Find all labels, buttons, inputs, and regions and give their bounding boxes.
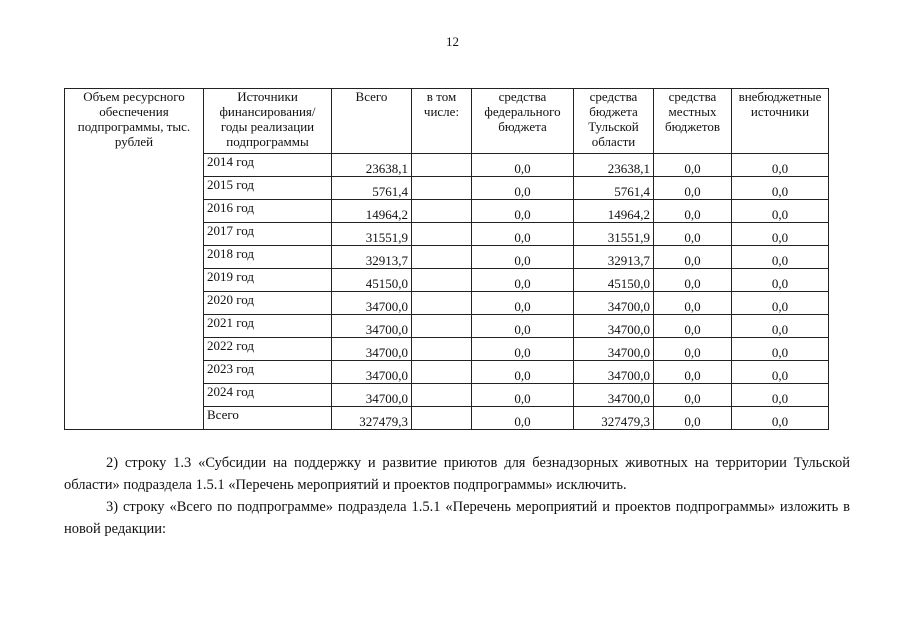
- regional-cell: 5761,4: [574, 177, 654, 200]
- total-cell: 14964,2: [332, 200, 412, 223]
- year-cell: 2014 год: [204, 154, 332, 177]
- federal-cell: 0,0: [472, 200, 574, 223]
- regional-cell: 34700,0: [574, 384, 654, 407]
- federal-cell: 0,0: [472, 154, 574, 177]
- paragraph-item-3: 3) строку «Всего по подпрограмме» подраздела 1.5.1 «Перечень мероприятий и проектов подпрограммы» изложить в новой редакции:: [64, 499, 850, 537]
- total-cell: 34700,0: [332, 292, 412, 315]
- total-cell: 34700,0: [332, 384, 412, 407]
- federal-cell: 0,0: [472, 246, 574, 269]
- year-cell: 2024 год: [204, 384, 332, 407]
- extra-cell: 0,0: [732, 384, 829, 407]
- extra-cell: 0,0: [732, 246, 829, 269]
- year-cell: 2018 год: [204, 246, 332, 269]
- extra-cell: 0,0: [732, 338, 829, 361]
- federal-cell: 0,0: [472, 315, 574, 338]
- empty-cell: [412, 200, 472, 223]
- header-resource-volume: Объем ресурсного обеспечения подпрограммы, тыс. рублей: [65, 89, 204, 430]
- year-cell: 2017 год: [204, 223, 332, 246]
- total-cell: 34700,0: [332, 338, 412, 361]
- federal-cell: 0,0: [472, 338, 574, 361]
- empty-cell: [412, 315, 472, 338]
- empty-cell: [412, 223, 472, 246]
- extra-cell: 0,0: [732, 154, 829, 177]
- regional-cell: 34700,0: [574, 292, 654, 315]
- local-cell: 0,0: [654, 361, 732, 384]
- regional-cell: 31551,9: [574, 223, 654, 246]
- federal-cell: 0,0: [472, 223, 574, 246]
- extra-cell: 0,0: [732, 292, 829, 315]
- extra-cell: 0,0: [732, 177, 829, 200]
- total-cell: 31551,9: [332, 223, 412, 246]
- total-cell: 5761,4: [332, 177, 412, 200]
- header-total: Всего: [332, 89, 412, 154]
- local-cell: 0,0: [654, 246, 732, 269]
- total-cell: 34700,0: [332, 315, 412, 338]
- empty-cell: [412, 269, 472, 292]
- federal-cell: 0,0: [472, 292, 574, 315]
- table-header-row: [65, 89, 829, 154]
- extra-cell: 0,0: [732, 361, 829, 384]
- year-cell: Всего: [204, 407, 332, 430]
- funding-table: [64, 88, 829, 430]
- year-cell: 2016 год: [204, 200, 332, 223]
- year-cell: 2023 год: [204, 361, 332, 384]
- empty-cell: [412, 292, 472, 315]
- local-cell: 0,0: [654, 177, 732, 200]
- federal-cell: 0,0: [472, 384, 574, 407]
- empty-cell: [412, 361, 472, 384]
- regional-cell: 45150,0: [574, 269, 654, 292]
- extra-cell: 0,0: [732, 223, 829, 246]
- regional-cell: 34700,0: [574, 361, 654, 384]
- local-cell: 0,0: [654, 338, 732, 361]
- extra-cell: 0,0: [732, 315, 829, 338]
- federal-cell: 0,0: [472, 407, 574, 430]
- empty-cell: [412, 384, 472, 407]
- year-cell: 2015 год: [204, 177, 332, 200]
- local-cell: 0,0: [654, 269, 732, 292]
- local-cell: 0,0: [654, 154, 732, 177]
- federal-cell: 0,0: [472, 177, 574, 200]
- extra-cell: 0,0: [732, 269, 829, 292]
- total-cell: 23638,1: [332, 154, 412, 177]
- regional-cell: 23638,1: [574, 154, 654, 177]
- extra-cell: 0,0: [732, 200, 829, 223]
- year-cell: 2022 год: [204, 338, 332, 361]
- empty-cell: [412, 154, 472, 177]
- total-cell: 32913,7: [332, 246, 412, 269]
- header-sources: Источники финансирования/ годы реализации подпрограммы: [204, 89, 332, 154]
- regional-cell: 32913,7: [574, 246, 654, 269]
- header-regional: средства бюджета Тульской области: [574, 89, 654, 154]
- local-cell: 0,0: [654, 200, 732, 223]
- total-cell: 34700,0: [332, 361, 412, 384]
- federal-cell: 0,0: [472, 361, 574, 384]
- total-cell: 327479,3: [332, 407, 412, 430]
- regional-cell: 34700,0: [574, 315, 654, 338]
- empty-cell: [412, 246, 472, 269]
- local-cell: 0,0: [654, 384, 732, 407]
- year-cell: 2021 год: [204, 315, 332, 338]
- page-number: 12: [446, 34, 459, 49]
- header-extra: внебюджетные источники: [732, 89, 829, 154]
- local-cell: 0,0: [654, 223, 732, 246]
- empty-cell: [412, 177, 472, 200]
- header-federal: средства федерального бюджета: [472, 89, 574, 154]
- regional-cell: 14964,2: [574, 200, 654, 223]
- total-cell: 45150,0: [332, 269, 412, 292]
- paragraph-item-2: 2) строку 1.3 «Субсидии на поддержку и развитие приютов для безнадзорных животных на территории Тульской области» подраздела 1.5.1 «Перечень мероприятий и проектов подпрограммы» исключить.: [64, 455, 850, 493]
- local-cell: 0,0: [654, 292, 732, 315]
- local-cell: 0,0: [654, 315, 732, 338]
- year-cell: 2019 год: [204, 269, 332, 292]
- extra-cell: 0,0: [732, 407, 829, 430]
- regional-cell: 34700,0: [574, 338, 654, 361]
- empty-cell: [412, 407, 472, 430]
- local-cell: 0,0: [654, 407, 732, 430]
- federal-cell: 0,0: [472, 269, 574, 292]
- regional-cell: 327479,3: [574, 407, 654, 430]
- header-including: в том числе:: [412, 89, 472, 154]
- empty-cell: [412, 338, 472, 361]
- year-cell: 2020 год: [204, 292, 332, 315]
- header-local: средства местных бюджетов: [654, 89, 732, 154]
